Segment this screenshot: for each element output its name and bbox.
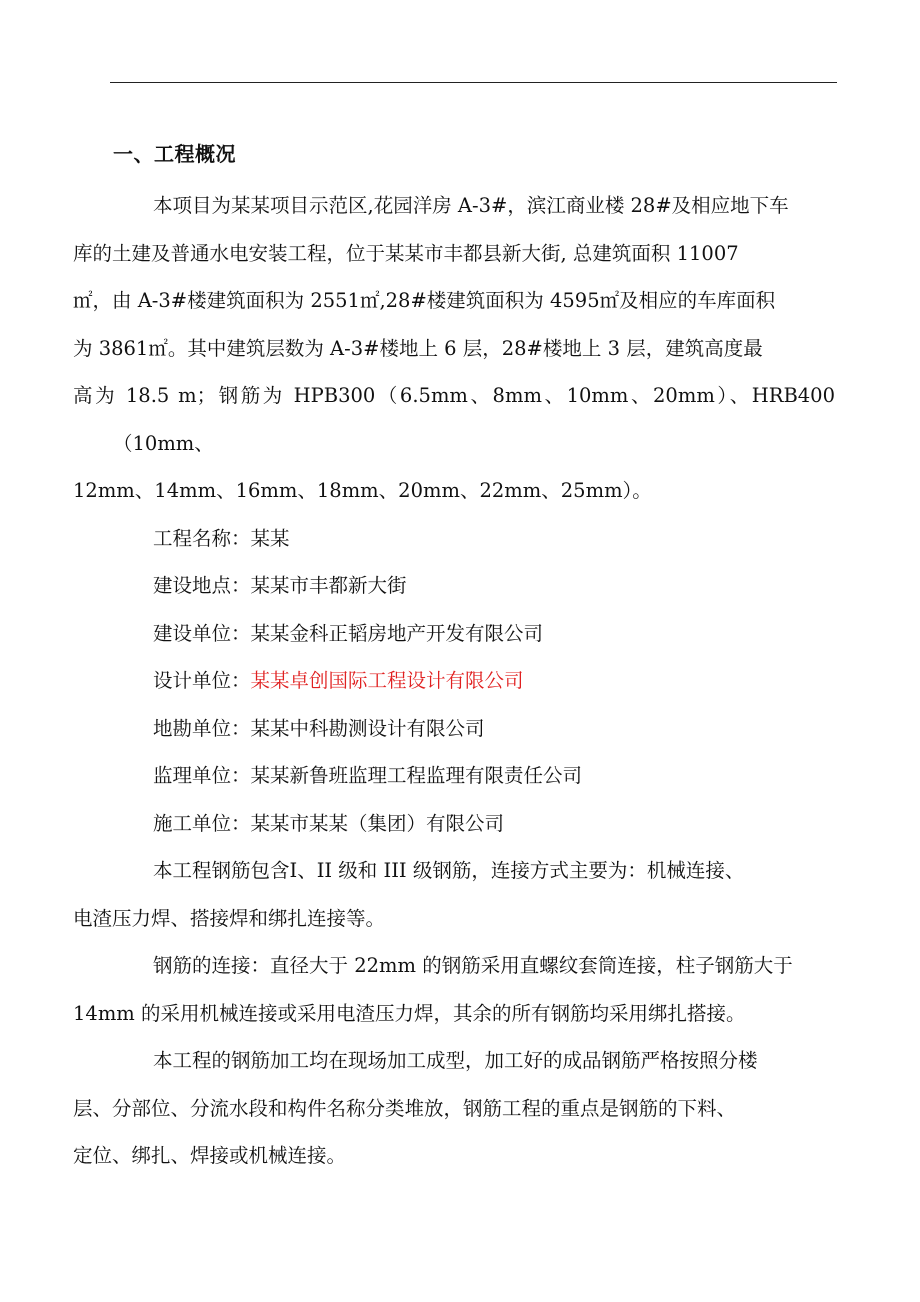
intro-line: 高为 18.5 m；钢筋为 HPB300（6.5mm、8mm、10mm、20mm）、HRB400（10mm、: [73, 384, 835, 455]
intro-line: 本项目为某某项目示范区,花园洋房 A-3#，滨江商业楼 28#及相应地下车: [153, 194, 789, 217]
rebar-connection-paragraph: [73, 942, 835, 1037]
paragraph-line: 钢筋的连接：直径大于 22mm 的钢筋采用直螺纹套筒连接，柱子钢筋大于: [153, 954, 793, 977]
header-rule: [110, 82, 837, 83]
field-label: 建设地点：: [153, 574, 251, 597]
field-label: 工程名称：: [153, 526, 251, 550]
paragraph-line: 14mm 的采用机械连接或采用电渣压力焊，其余的所有钢筋均采用绑扎搭接。: [73, 1001, 746, 1025]
rebar-processing-paragraph: [73, 1037, 835, 1180]
field-value: 某某金科正韬房地产开发有限公司: [250, 621, 544, 645]
field-developer: [113, 610, 835, 658]
paragraph-line: 层、分部位、分流水段和构件名称分类堆放，钢筋工程的重点是钢筋的下料、: [73, 1096, 737, 1120]
section-heading: 一、工程概况: [113, 142, 236, 166]
field-supervision-unit: [113, 752, 835, 800]
field-value-highlighted: 某某卓创国际工程设计有限公司: [250, 669, 524, 692]
field-construction-site: [113, 562, 835, 610]
paragraph-line: 本工程的钢筋加工均在现场加工成型，加工好的成品钢筋严格按照分楼: [153, 1049, 758, 1072]
paragraph-line: 电渣压力焊、搭接焊和绑扎连接等。: [73, 906, 386, 930]
field-label: 设计单位：: [153, 669, 251, 692]
field-label: 地勘单位：: [153, 716, 251, 740]
field-contractor: [113, 800, 835, 848]
field-label: 施工单位：: [153, 811, 251, 835]
project-intro-paragraph: [73, 182, 835, 515]
field-survey-unit: [113, 705, 835, 753]
field-value: 某某市某某（集团）有限公司: [250, 811, 505, 835]
field-design-unit: [113, 657, 835, 705]
field-value: 某某中科勘测设计有限公司: [250, 716, 485, 740]
field-value: 某某市丰都新大街: [250, 574, 407, 597]
intro-line: 12mm、14mm、16mm、18mm、20mm、22mm、25mm）。: [73, 479, 652, 502]
intro-line: 库的土建及普通水电安装工程，位于某某市丰都县新大街, 总建筑面积 11007: [73, 241, 739, 265]
field-project-name: [113, 515, 835, 563]
paragraph-line: 本工程钢筋包含Ⅰ、II 级和 III 级钢筋，连接方式主要为：机械连接、: [153, 859, 745, 882]
paragraph-line: 定位、绑扎、焊接或机械连接。: [73, 1144, 347, 1167]
rebar-grade-paragraph: [73, 847, 835, 942]
field-value: 某某: [250, 526, 290, 550]
field-label: 建设单位：: [153, 621, 251, 645]
document-body: [73, 136, 835, 1180]
intro-line: ㎡，由 A-3#楼建筑面积为 2551㎡,28#楼建筑面积为 4595㎡及相应的车库面积: [73, 289, 776, 312]
intro-line: 为 3861㎡。其中建筑层数为 A-3#楼地上 6 层，28#楼地上 3 层，建筑高度最: [73, 336, 763, 360]
field-value: 某某新鲁班监理工程监理有限责任公司: [250, 764, 583, 787]
field-label: 监理单位：: [153, 764, 251, 787]
